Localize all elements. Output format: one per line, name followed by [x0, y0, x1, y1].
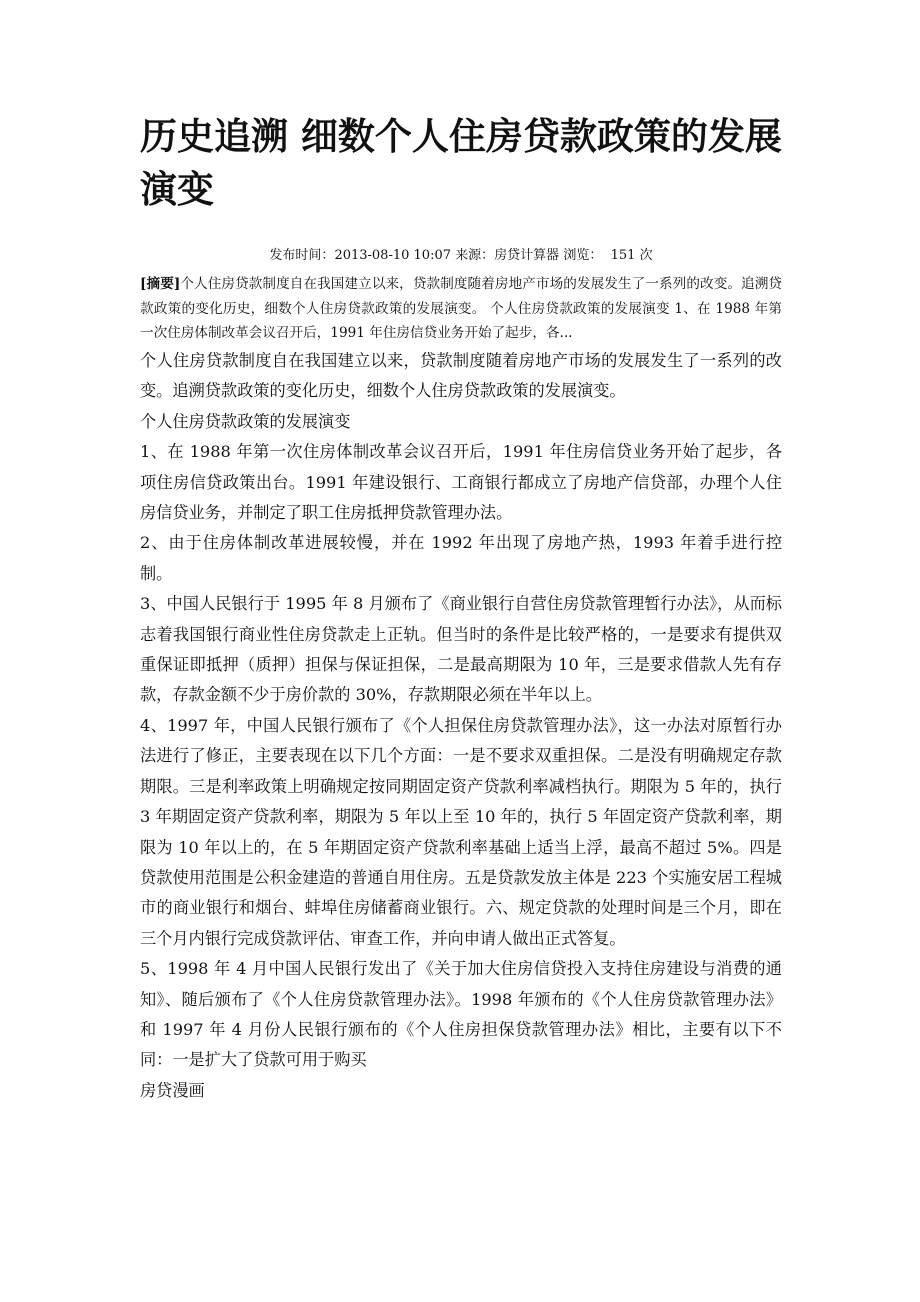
views-count: 151 — [610, 248, 636, 263]
source-label: 来源： — [455, 248, 495, 263]
paragraph-item-3: 3、中国人民银行于 1995 年 8 月颁布了《商业银行自营住房贷款管理暂行办法》，从而标志着我国银行商业性住房贷款走上正轨。但当时的条件是比较严格的，一是要求有提供双重保证即抵押（质押）担保与保证担保，二是最高期限为 10 年，三是要求借款人先有存款，存款金额不少于房价款的 30%，存款期限必须在半年以上。 — [140, 594, 782, 705]
publish-label: 发布时间： — [269, 248, 335, 263]
article-meta — [140, 246, 782, 266]
publish-time: 2013-08-10 10:07 — [334, 248, 451, 263]
views-unit: 次 — [639, 248, 653, 263]
views-label: 浏览： — [563, 248, 603, 263]
paragraph-item-1: 1、在 1988 年第一次住房体制改革会议召开后，1991 年住房信贷业务开始了起步，各项住房信贷政策出台。1991 年建设银行、工商银行都成立了房地产信贷部，办理个人住房信贷业务，并制定了职工住房抵押贷款管理办法。 — [140, 442, 782, 523]
image-caption: 房贷漫画 — [140, 1080, 205, 1100]
source-name: 房贷计算器 — [494, 248, 560, 263]
abstract-text: 个人住房贷款制度自在我国建立以来，贷款制度随着房地产市场的发展发生了一系列的改变。追溯贷款政策的变化历史，细数个人住房贷款政策的发展演变。 个人住房贷款政策的发展演变 1、在 1988 年第一次住房体制改革会议召开后，1991 年住房信贷业务开始了起步，各... — [140, 276, 782, 341]
paragraph-intro: 个人住房贷款制度自在我国建立以来，贷款制度随着房地产市场的发展发生了一系列的改变。追溯贷款政策的变化历史，细数个人住房贷款政策的发展演变。 — [140, 351, 782, 401]
paragraph-heading: 个人住房贷款政策的发展演变 — [140, 411, 351, 431]
article-abstract — [140, 272, 782, 346]
article-body — [140, 346, 782, 1106]
abstract-tag: [摘要] — [140, 276, 181, 292]
article-title: 历史追溯 细数个人住房贷款政策的发展演变 — [140, 115, 782, 211]
paragraph-item-4: 4、1997 年，中国人民银行颁布了《个人担保住房贷款管理办法》，这一办法对原暂行办法进行了修正，主要表现在以下几个方面：一是不要求双重担保。二是没有明确规定存款期限。三是利率政策上明确规定按同期固定资产贷款利率减档执行。期限为 5 年的，执行 3 年期固定资产贷款利率，期限为 5 年以上至 10 年的，执行 5 年固定资产贷款利率，期限为 10 年以上的，在 5 年期固定资产贷款利率基础上适当上浮，最高不超过 5%。四是贷款使用范围是公积金建造的普通自用住房。五是贷款发放主体是 223 个实施安居工程城市的商业银行和烟台、蚌埠住房储蓄商业银行。六、规定贷款的处理时间是三个月，即在三个月内银行完成贷款评估、审查工作，并向申请人做出正式答复。 — [140, 715, 782, 948]
paragraph-item-2: 2、由于住房体制改革进展较慢，并在 1992 年出现了房地产热，1993 年着手进行控制。 — [140, 533, 783, 583]
paragraph-item-5: 5、1998 年 4 月中国人民银行发出了《关于加大住房信贷投入支持住房建设与消费的通知》、随后颁布了《个人住房贷款管理办法》。1998 年颁布的《个人住房贷款管理办法》和 1997 年 4 月份人民银行颁布的《个人住房担保贷款管理办法》相比，主要有以下不同：一是扩大了贷款可用于购买 — [140, 959, 782, 1070]
